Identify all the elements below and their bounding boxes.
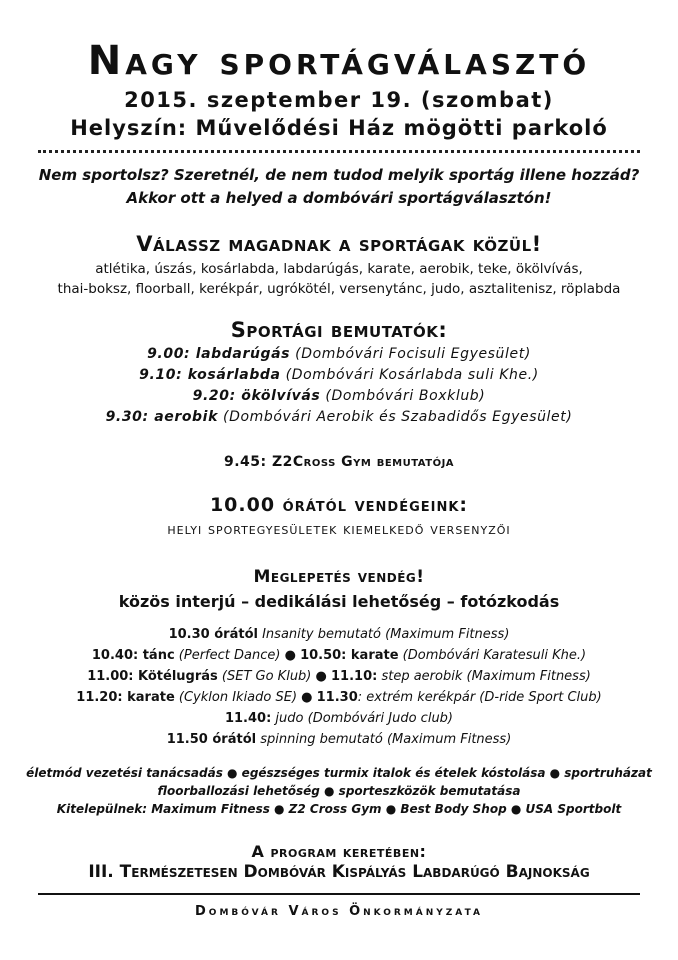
demo-item [0,388,678,404]
schedule-row [0,690,678,705]
schedule-row [0,732,678,747]
schedule-activity: judo (Dombóvári Judo club) [271,711,454,726]
event-date: 2015. szeptember 19. (szombat) [124,88,554,112]
schedule-activity: : extrém kerékpár (D-ride Sport Club) [357,690,602,705]
schedule-time: 10.50: karate [300,648,399,663]
surprise-heading: Meglepetés vendég! [253,567,425,587]
sports-list-line-2: thai-boksz, floorball, kerékpár, ugrókötél, versenytánc, judo, asztalitenisz, röplabda [57,281,621,297]
demo-time-sport: 9.00: labdarúgás [147,346,291,362]
extras-line-2: floorballozási lehetőség ● sporteszközök bemutatása [157,784,521,798]
program-subtitle: III. Természetesen Dombóvár Kispályás Labdarúgó Bajnokság [88,862,590,882]
schedule-time: 11.30 [316,690,358,705]
schedule-activity: step aerobik (Maximum Fitness) [377,669,591,684]
intro-line-2: Akkor ott a helyed a dombóvári sportágválasztón! [126,189,552,207]
schedule-time: 11.40: [224,711,272,726]
demo-club: (Dombóvári Focisuli Egyesület) [290,346,531,362]
surprise-subtitle: közös interjú – dedikálási lehetőség – fotózkodás [118,592,560,611]
schedule-time: 11.20: karate [76,690,175,705]
schedule-row [0,669,678,684]
footer-organizer: Dombóvár Város Önkormányzata [195,904,483,919]
bullet-separator: ● [280,648,301,663]
bullet-separator: ● [297,690,317,705]
sports-heading: Válassz magadnak a sportágak közül! [136,232,542,256]
demo-item [0,409,678,425]
bullet-separator: ● [311,669,331,684]
poster-title: Nagy sportágválasztó [87,38,591,84]
schedule-row [0,627,678,642]
sports-list-line-1: atlétika, úszás, kosárlabda, labdarúgás, karate, aerobik, teke, ökölvívás, [95,261,583,277]
z2cross-demo: 9.45: Z2Cross Gym bemutatója [223,454,455,470]
program-heading: A program keretében: [251,842,427,861]
schedule-time: 10.40: tánc [91,648,175,663]
schedule-row [0,648,678,663]
schedule-time: 11.50 órától [166,732,257,747]
guests-heading: 10.00 órától vendégeink: [209,494,469,516]
schedule-time: 11.00: Kötélugrás [87,669,218,684]
schedule-activity: (Perfect Dance) [174,648,281,663]
demo-item [0,367,678,383]
exhibitors-line: Kitelepülnek: Maximum Fitness ● Z2 Cross Gym ● Best Body Shop ● USA Sportbolt [56,802,622,816]
demos-heading: Sportági bemutatók: [230,318,448,342]
schedule-activity: (SET Go Klub) [217,669,312,684]
guests-subtitle: helyi sportegyesületek kiemelkedő versenyzői [167,520,511,538]
schedule-activity: (Dombóvári Karatesuli Khe.) [398,648,587,663]
schedule-activity: spinning bemutató (Maximum Fitness) [256,732,512,747]
extras-line-1: életmód vezetési tanácsadás ● egészséges turmix italok és ételek kóstolása ● sportruházat [26,766,652,780]
intro-line-1: Nem sportolsz? Szeretnél, de nem tudod melyik sportág illene hozzád? [38,166,640,184]
demo-time-sport: 9.10: kosárlabda [139,367,281,383]
footer-rule [38,893,640,895]
event-location: Helyszín: Művelődési Ház mögötti parkoló [70,116,608,140]
demo-time-sport: 9.30: aerobik [105,409,218,425]
schedule-time: 11.10: [331,669,378,684]
demo-club: (Dombóvári Aerobik és Szabadidős Egyesület) [218,409,573,425]
demo-item [0,346,678,362]
schedule-row [0,711,678,726]
schedule-time: 10.30 órától [168,627,258,642]
schedule-activity: Insanity bemutató (Maximum Fitness) [257,627,510,642]
dotted-divider [38,150,640,153]
schedule-activity: (Cyklon Ikiado SE) [174,690,298,705]
demo-club: (Dombóvári Kosárlabda suli Khe.) [280,367,539,383]
demo-club: (Dombóvári Boxklub) [320,388,486,404]
demo-time-sport: 9.20: ökölvívás [192,388,321,404]
